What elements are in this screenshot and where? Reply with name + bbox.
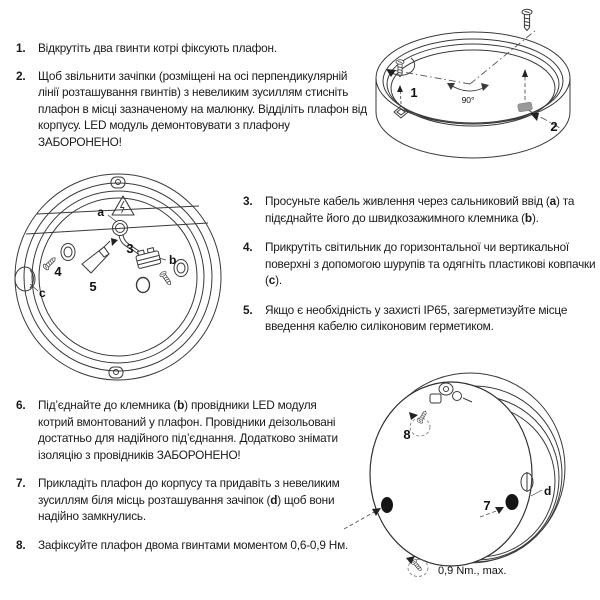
instruction-step-6 xyxy=(16,397,352,463)
step-number: 4. xyxy=(243,240,253,254)
instructions-block-bottom xyxy=(16,397,352,553)
step-text: Прикрутіть світильник до горизонтальної чи вертикальної поверхні з допомогою шурупів та одягніть пластикові ковпачки (c). xyxy=(265,240,596,287)
clip-arrowhead xyxy=(530,113,539,121)
silicone-tube-icon xyxy=(82,241,110,273)
leader-line xyxy=(531,490,542,496)
angle-label: 90° xyxy=(461,95,475,105)
step1-label: 1 xyxy=(410,85,418,100)
step-text: Якщо є необхідність у захисті IP65, загерметизуйте місце введення кабелю силіконовим герметиком. xyxy=(265,302,568,333)
screw-icon xyxy=(159,270,173,286)
press-arrow-up xyxy=(522,69,528,77)
step4-label: 4 xyxy=(54,264,62,279)
step-number: 8. xyxy=(16,537,26,552)
step-text: Прикладіть плафон до корпусу та придавіть з невеликим зусиллям біля місць розташування зачіпок (d) щоб вони надійно замкнулись. xyxy=(38,476,340,523)
label-d: d xyxy=(544,484,552,498)
step2-label: 2 xyxy=(550,119,558,134)
screw-icon xyxy=(522,9,532,30)
step-text: Просуньте кабель живлення через сальниковий ввід (a) та підєднайте його до швидкозажимного клемника (b). xyxy=(265,194,575,225)
instruction-step-7 xyxy=(16,475,352,525)
press-dash-arrow xyxy=(344,511,376,529)
press-arrow-up xyxy=(397,85,403,92)
mounting-holes xyxy=(61,244,188,293)
instruction-step-2 xyxy=(16,68,372,151)
arc-arrow-right xyxy=(481,83,489,91)
step5-label: 5 xyxy=(89,279,97,294)
instructions-block-middle xyxy=(243,193,600,335)
step-text: Під’єднайте до клемника (b) провідники LED модуля котрий вмонтований у плафон. Провідники деізольовані достатньо для надійного під’єднання. Додатково знімати ізоляцію з провідників ЗАБОРОНЕНО! xyxy=(38,398,338,462)
instruction-step-5 xyxy=(243,302,600,335)
label-b: b xyxy=(169,253,177,267)
step-number: 7. xyxy=(16,476,26,490)
step-text: Відкрутіть два гвинти котрі фіксують плафон. xyxy=(38,41,277,55)
diagram-plafond-closing xyxy=(330,368,600,600)
step-number: 3. xyxy=(243,194,253,208)
step-text: Зафіксуйте плафон двома гвинтами моментом 0,6-0,9 Нм. xyxy=(38,537,349,552)
clip-highlight xyxy=(517,102,532,112)
clip-diamond xyxy=(394,106,408,118)
step-number: 1. xyxy=(16,41,26,55)
diagram-plafond-removal xyxy=(370,0,600,190)
plafond-front xyxy=(370,382,532,566)
instruction-step-1 xyxy=(16,40,372,57)
instructions-block-top xyxy=(16,40,372,150)
step8-label: 8 xyxy=(403,427,411,442)
step-text: Щоб звільнити зачіпки (розміщені на осі перпендикулярній лінії розташування гвинтів) з невеликим зусиллям стисніть плафон в місці зазначеному на малюнку. Відділіть плафон від корпусу. LED модуль демонтовувати з плафону ЗАБОРОНЕНО! xyxy=(38,68,367,149)
step-number: 6. xyxy=(16,398,26,412)
label-c: c xyxy=(39,286,46,300)
angle-arc xyxy=(449,84,487,91)
step7-label: 7 xyxy=(483,498,491,513)
terminal-block xyxy=(135,247,161,269)
torque-label: 0,9 Nm., max. xyxy=(438,565,507,577)
step3-label: 3 xyxy=(126,241,134,256)
diagram-base-wiring xyxy=(0,170,235,385)
instruction-step-8 xyxy=(16,537,352,554)
label-a: a xyxy=(97,205,104,219)
step-number: 5. xyxy=(243,302,253,317)
instruction-step-4 xyxy=(243,239,600,289)
cable-arrowhead xyxy=(111,238,118,246)
press-point-dot xyxy=(381,497,393,513)
step-number: 2. xyxy=(16,68,26,83)
instruction-step-3 xyxy=(243,193,600,226)
press-point-dot xyxy=(506,494,519,510)
